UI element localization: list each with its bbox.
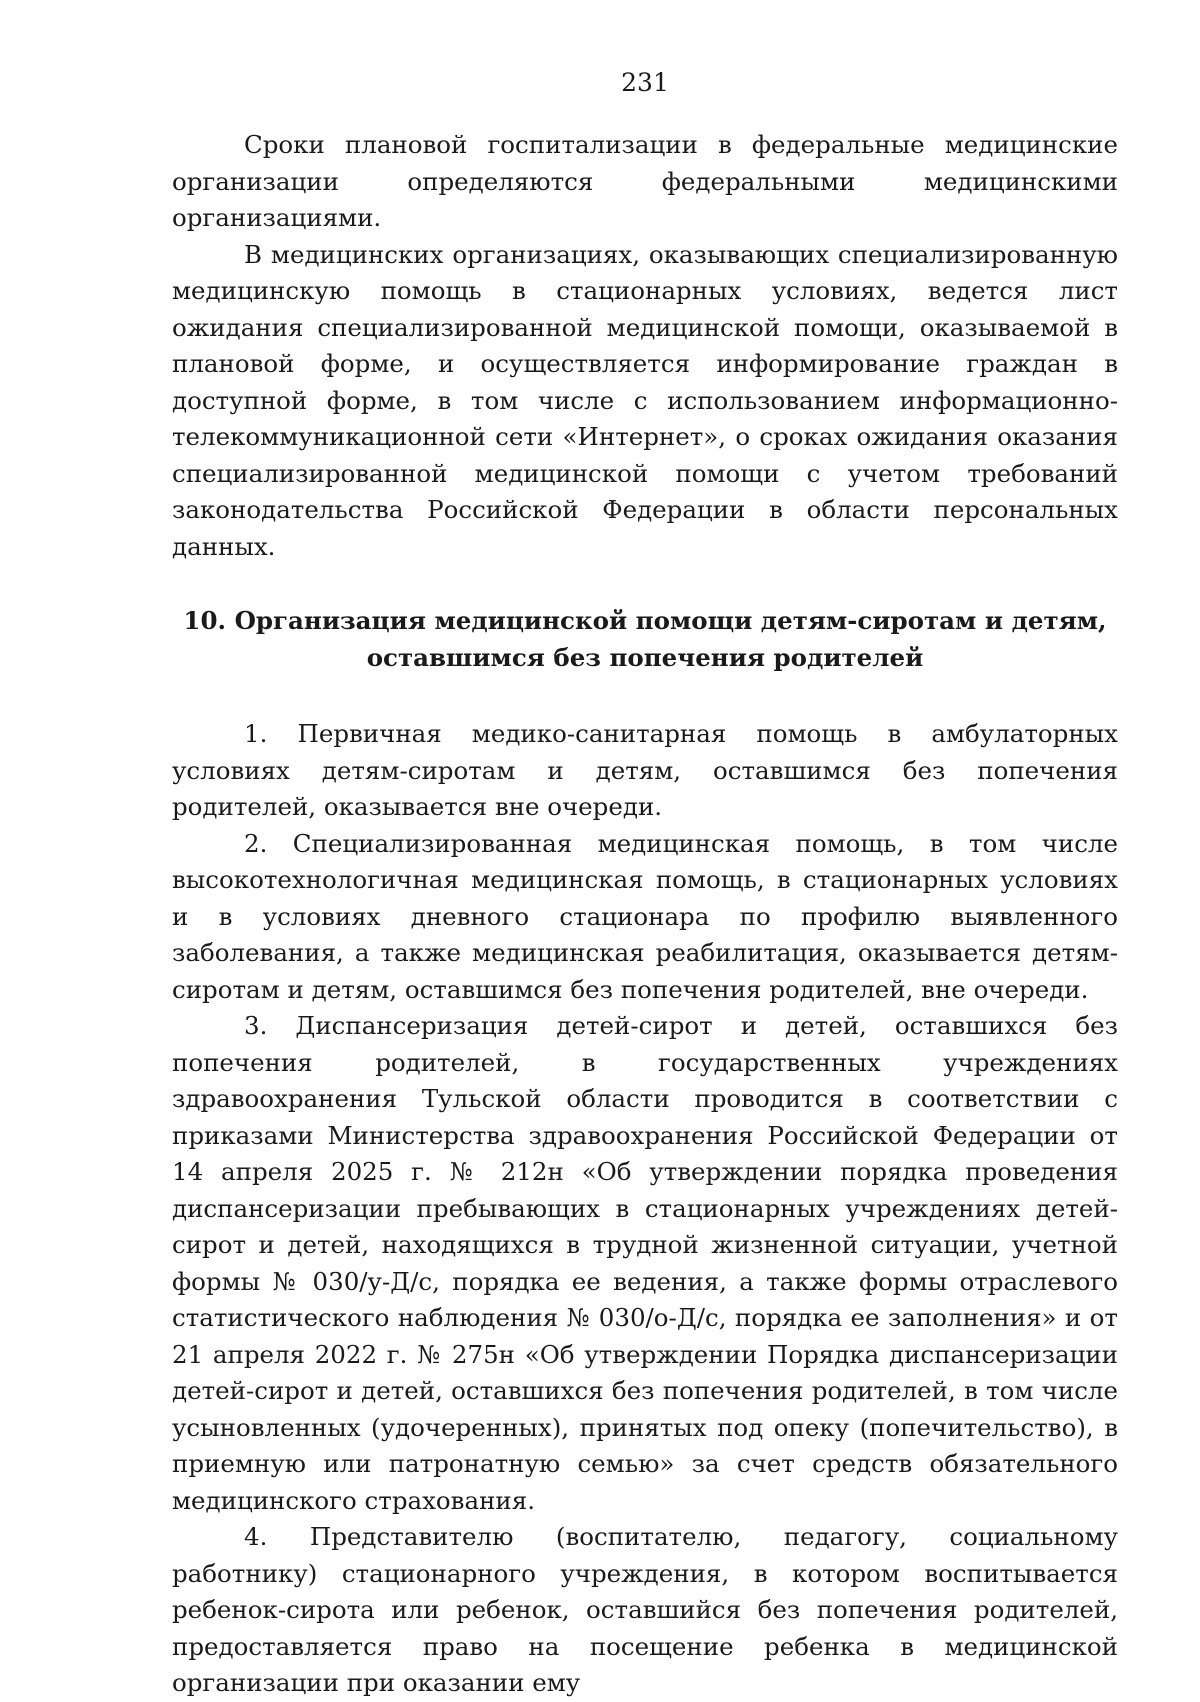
- paragraph-waiting-list: В медицинских организациях, оказывающих специализированную медицинскую помощь в стационарных условиях, ведется лист ожидания специализированной медицинской помощи, оказываемой в плановой форме, и осуществляется информирование граждан в доступной форме, в том числе с использованием информационно-телекоммуникационной сети «Интернет», о сроках ожидания оказания специализированной медицинской помощи с учетом требований законодательства Российской Федерации в области персональных данных.: [172, 239, 1118, 561]
- section-heading-line-1: 10. Организация медицинской помощи детям-сиротам и детям,: [183, 606, 1107, 635]
- section-heading-line-2: оставшимся без попечения родителей: [366, 643, 924, 672]
- paragraph-item-2: 2. Специализированная медицинская помощь, в том числе высокотехнологичная медицинская помощь, в стационарных условиях и в условиях дневного стационара по профилю выявленного заболевания, а также медицинская реабилитация, оказывается детям-сиротам и детям, оставшимся без попечения родителей, вне очереди.: [172, 828, 1118, 1004]
- paragraph-hospitalization-terms: Сроки плановой госпитализации в федеральные медицинские организации определяются федеральными медицинскими организациями.: [172, 130, 1118, 232]
- paragraph-item-3: 3. Диспансеризация детей-сирот и детей, оставшихся без попечения родителей, в государственных учреждениях здравоохранения Тульской области проводится в соответствии с приказами Министерства здравоохранения Российской Федерации от 14 апреля 2025 г. № 212н «Об утверждении порядка проведения диспансеризации пребывающих в стационарных учреждениях детей-сирот и детей, находящихся в трудной жизненной ситуации, учетной формы № 030/у-Д/с, порядка ее ведения, а также формы отраслевого статистического наблюдения № 030/о-Д/с, порядка ее заполнения» и от 21 апреля 2022 г. № 275н «Об утверждении Порядка диспансеризации детей-сирот и детей, оставшихся без попечения родителей, в том числе усыновленных (удочеренных), принятых под опеку (попечительство), в приемную или патронатную семью» за счет средств обязательного медицинского страхования.: [172, 1011, 1118, 1515]
- section-heading: [172, 565, 1118, 716]
- document-body: [172, 127, 1118, 1702]
- paragraph-item-1: 1. Первичная медико-санитарная помощь в амбулаторных условиях детям-сиротам и детям, оставшимся без попечения родителей, оказывается вне очереди.: [172, 719, 1118, 821]
- page-number: 231: [621, 68, 669, 97]
- paragraph-item-4: 4. Представителю (воспитателю, педагогу, социальному работнику) стационарного учреждения, в котором воспитывается ребенок-сирота или ребенок, оставшийся без попечения родителей, предоставляется право на посещение ребенка в медицинской организации при оказании ему: [172, 1522, 1118, 1697]
